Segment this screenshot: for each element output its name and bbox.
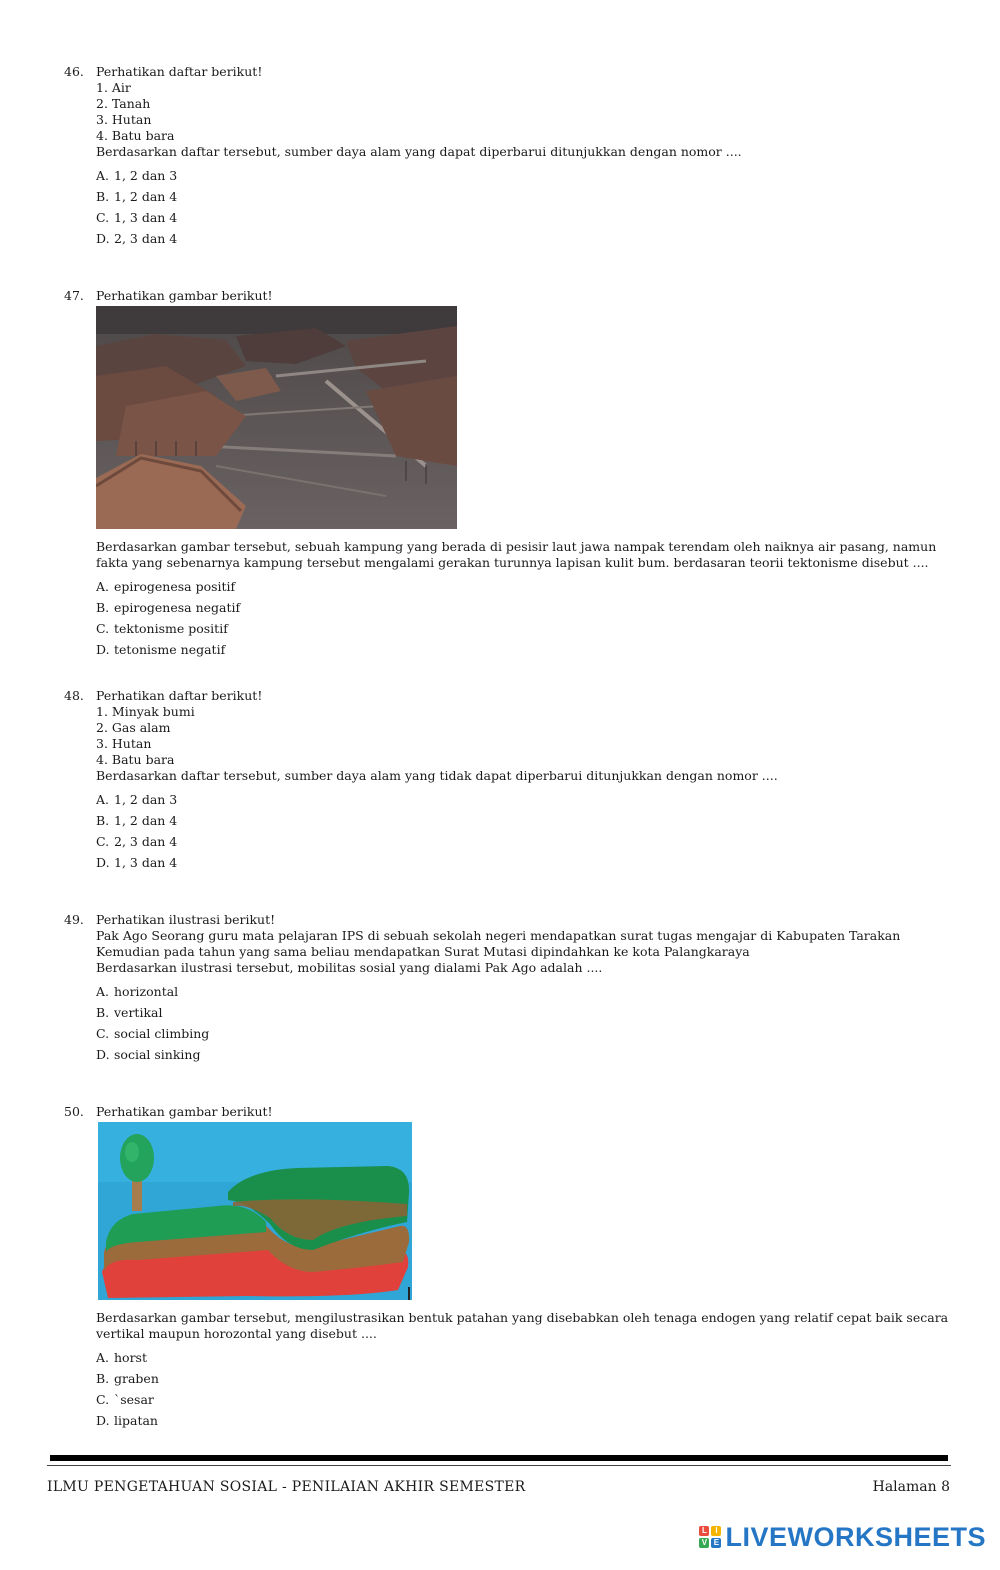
option-b[interactable]: B. 1, 2 dan 4 <box>96 189 178 204</box>
options <box>96 576 954 660</box>
question-number: 48. <box>64 688 84 703</box>
question-line: Berdasarkan daftar tersebut, sumber daya alam yang dapat diperbarui ditunjukkan dengan nomor .... <box>96 144 742 159</box>
question-47 <box>64 288 954 660</box>
option-c[interactable]: C. tektonisme positif <box>96 621 228 636</box>
logo-grid-icon <box>699 1526 721 1548</box>
question-line: Berdasarkan ilustrasi tersebut, mobilitas sosial yang dialami Pak Ago adalah .... <box>96 960 603 975</box>
options <box>96 1347 954 1431</box>
question-50 <box>64 1104 954 1431</box>
question-text: Berdasarkan gambar tersebut, sebuah kampung yang berada di pesisir laut jawa nampak terendam oleh naiknya air pasang, namun fakta yang sebenarnya kampung tersebut mengalami gerakan turunnya lapisan kulit bum. berdasaran teorii tektonisme disebut .... <box>96 539 937 570</box>
logo-letter: L <box>699 1526 709 1536</box>
option-d[interactable]: D. social sinking <box>96 1047 201 1062</box>
list-item: 2. Tanah <box>96 96 151 111</box>
question-number: 49. <box>64 912 84 927</box>
liveworksheets-logo[interactable] <box>699 1522 986 1552</box>
footer-subject: ILMU PENGETAHUAN SOSIAL - PENILAIAN AKHIR SEMESTER <box>47 1479 526 1495</box>
footer-divider-thin <box>47 1465 951 1466</box>
question-49 <box>64 912 954 1065</box>
question-line: Perhatikan daftar berikut! <box>96 64 263 79</box>
list-item: 3. Hutan <box>96 112 152 127</box>
flooded-village-photo <box>96 306 457 529</box>
option-a[interactable]: A. horst <box>96 1350 147 1365</box>
options <box>96 789 954 873</box>
option-a[interactable]: A. 1, 2 dan 3 <box>96 168 178 183</box>
list-item: 4. Batu bara <box>96 128 175 143</box>
fault-model-photo <box>98 1122 412 1300</box>
option-b[interactable]: B. graben <box>96 1371 159 1386</box>
question-line: Perhatikan gambar berikut! <box>96 288 273 303</box>
footer-page-number: Halaman 8 <box>872 1479 950 1495</box>
option-a[interactable]: A. 1, 2 dan 3 <box>96 792 178 807</box>
option-d[interactable]: D. tetonisme negatif <box>96 642 226 657</box>
option-c[interactable]: C. social climbing <box>96 1026 210 1041</box>
options <box>96 165 954 249</box>
list-item: 1. Minyak bumi <box>96 704 195 719</box>
option-a[interactable]: A. epirogenesa positif <box>96 579 236 594</box>
question-line: Berdasarkan daftar tersebut, sumber daya alam yang tidak dapat diperbarui ditunjukkan dengan nomor .... <box>96 768 778 783</box>
option-a[interactable]: A. horizontal <box>96 984 179 999</box>
options <box>96 981 954 1065</box>
option-b[interactable]: B. vertikal <box>96 1005 163 1020</box>
question-line: Perhatikan ilustrasi berikut! <box>96 912 276 927</box>
question-48 <box>64 688 954 873</box>
question-46 <box>64 64 954 249</box>
logo-letter: V <box>699 1538 709 1548</box>
list-item: 2. Gas alam <box>96 720 171 735</box>
logo-letter: E <box>711 1538 721 1548</box>
question-text: Pak Ago Seorang guru mata pelajaran IPS di sebuah sekolah negeri mendapatkan surat tugas mengajar di Kabupaten Tarakan Kemudian pada tahun yang sama beliau mendapatkan Surat Mutasi dipindahkan ke kota Palangkaraya <box>96 928 901 959</box>
option-b[interactable]: B. epirogenesa negatif <box>96 600 241 615</box>
option-c[interactable]: C. 1, 3 dan 4 <box>96 210 178 225</box>
option-d[interactable]: D. 1, 3 dan 4 <box>96 855 178 870</box>
option-b[interactable]: B. 1, 2 dan 4 <box>96 813 178 828</box>
list-item: 1. Air <box>96 80 131 95</box>
question-number: 50. <box>64 1104 84 1119</box>
question-number: 46. <box>64 64 84 79</box>
list-item: 3. Hutan <box>96 736 152 751</box>
logo-letter: I <box>711 1526 721 1536</box>
option-c[interactable]: C. 2, 3 dan 4 <box>96 834 178 849</box>
option-d[interactable]: D. lipatan <box>96 1413 158 1428</box>
footer-divider-thick <box>50 1455 948 1461</box>
question-text: Berdasarkan gambar tersebut, mengilustrasikan bentuk patahan yang disebabkan oleh tenaga endogen yang relatif cepat baik secara vertikal maupun horozontal yang disebut .... <box>96 1310 949 1341</box>
question-line: Perhatikan daftar berikut! <box>96 688 263 703</box>
question-line: Perhatikan gambar berikut! <box>96 1104 273 1119</box>
option-d[interactable]: D. 2, 3 dan 4 <box>96 231 178 246</box>
list-item: 4. Batu bara <box>96 752 175 767</box>
question-number: 47. <box>64 288 84 303</box>
logo-wordmark: LIVEWORKSHEETS <box>725 1522 986 1552</box>
option-c[interactable]: C. `sesar <box>96 1392 154 1407</box>
